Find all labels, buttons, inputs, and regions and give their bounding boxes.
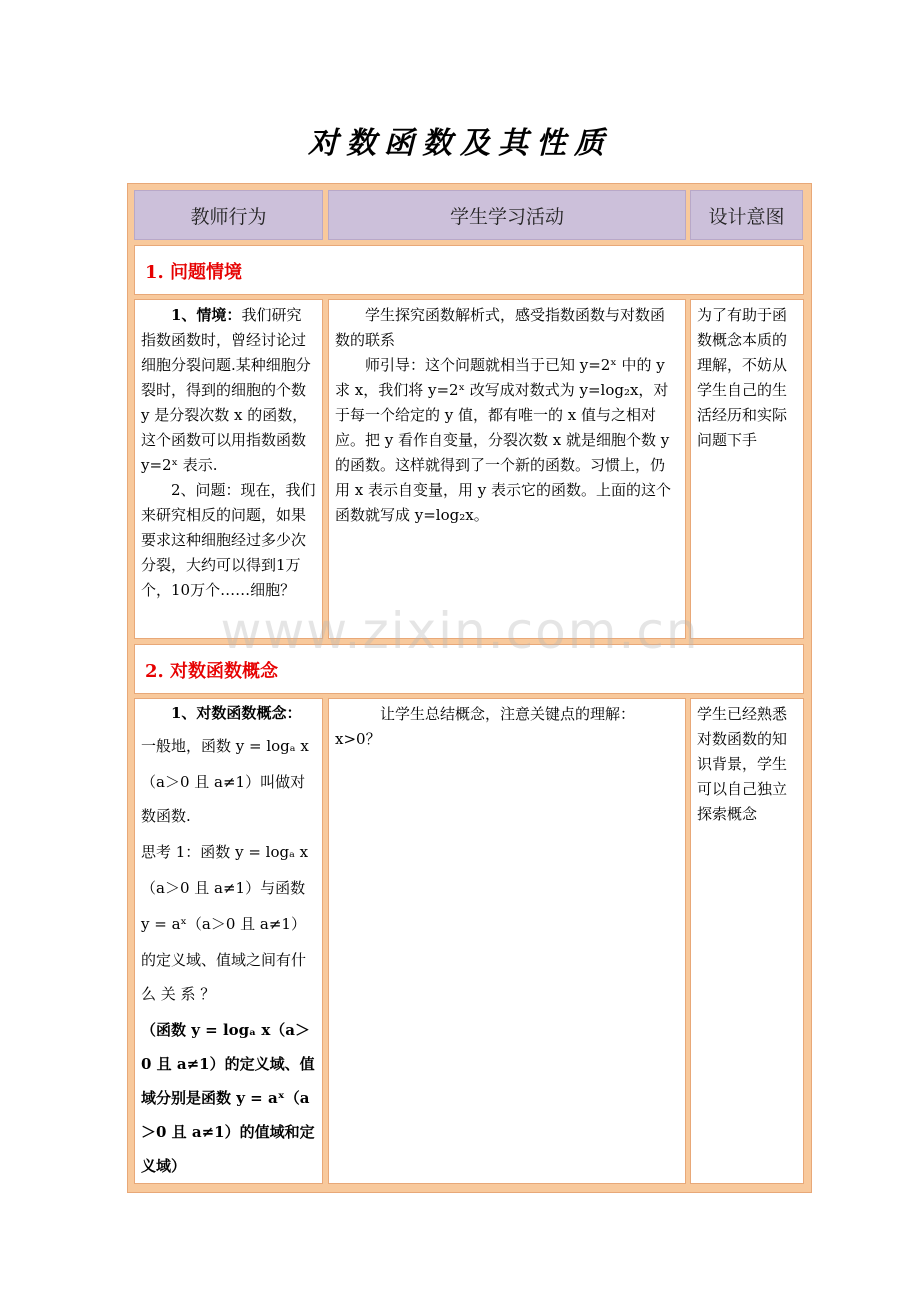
page-title: 对数函数及其性质: [308, 126, 612, 161]
section1-teacher-p2: 2、问题：现在，我们来研究相反的问题，如果要求这种细胞经过多少次分裂，大约可以得到1万个，10万个……细胞？: [141, 481, 316, 599]
section2-student-text: 让学生总结概念，注意关键点的理解：x>0？: [335, 705, 636, 748]
section2-teacher-l1: 一般地，函数 y = logₐ x: [141, 737, 309, 755]
section2-teacher-l2: （a＞0 且 a≠1）叫做对数函数.: [141, 773, 306, 825]
section1-design-text: 为了有助于函数概念本质的理解，不妨从学生自己的生活经历和实际问题下手: [697, 306, 788, 449]
section1-heading: 1. 问题情境: [145, 262, 243, 283]
section2-heading-row: [134, 644, 804, 694]
watermark: www.zixin.com.cn: [220, 602, 700, 660]
section2-heading: 2. 对数函数概念: [145, 661, 279, 682]
section2-teacher-cell: [134, 698, 323, 1184]
section1-student-cell: [328, 299, 686, 639]
section2-teacher-label: 1、对数函数概念：: [171, 704, 302, 722]
section2-teacher-l5: y = aˣ（a＞0 且 a≠1）: [141, 915, 306, 933]
section1-teacher-p1: 我们研究指数函数时，曾经讨论过细胞分裂问题.某种细胞分裂时，得到的细胞的个数 y 是分裂次数 x 的函数，这个函数可以用指数函数 y=2ˣ 表示.: [141, 306, 311, 474]
section1-student-p2: 师引导：这个问题就相当于已知 y=2ˣ 中的 y 求 x，我们将 y=2ˣ 改写成对数式为 y=log₂x，对于每一个给定的 y 值，都有唯一的 x 值与之相对应。把 y 看作自变量，分裂次数 x 就是细胞个数 y 的函数。这样就得到了一个新的函数。习惯上，仍用 x 表示自变量，用 y 表示它的函数。上面的这个函数就写成 y=log₂x。: [335, 356, 672, 524]
section1-design-cell: [690, 299, 804, 639]
header-design: 设计意图: [690, 190, 803, 240]
header-teacher: 教师行为: [134, 190, 323, 240]
section1-student-p1: 学生探究函数解析式，感受指数函数与对数函数的联系: [335, 306, 666, 349]
section1-teacher-cell: [134, 299, 323, 639]
section2-teacher-l4: （a＞0 且 a≠1）与函数: [141, 879, 306, 897]
section1-teacher-label: 1、情境：: [171, 306, 242, 324]
section2-design-cell: [690, 698, 804, 1184]
section2-student-cell: [328, 698, 686, 1184]
section2-teacher-l3: 思考 1：函数 y = logₐ x: [141, 843, 309, 861]
section2-teacher-l6: 的定义域、值域之间有什么 关 系 ？: [141, 951, 307, 1003]
section1-heading-row: [134, 245, 804, 295]
section2-design-text: 学生已经熟悉对数函数的知识背景，学生可以自己独立探索概念: [697, 705, 788, 823]
header-student: 学生学习活动: [328, 190, 686, 240]
section2-teacher-l7: （函数 y = logₐ x（a＞0 且 a≠1）的定义域、值域分别是函数 y = aˣ（a＞0 且 a≠1）的值域和定义域）: [141, 1021, 315, 1175]
